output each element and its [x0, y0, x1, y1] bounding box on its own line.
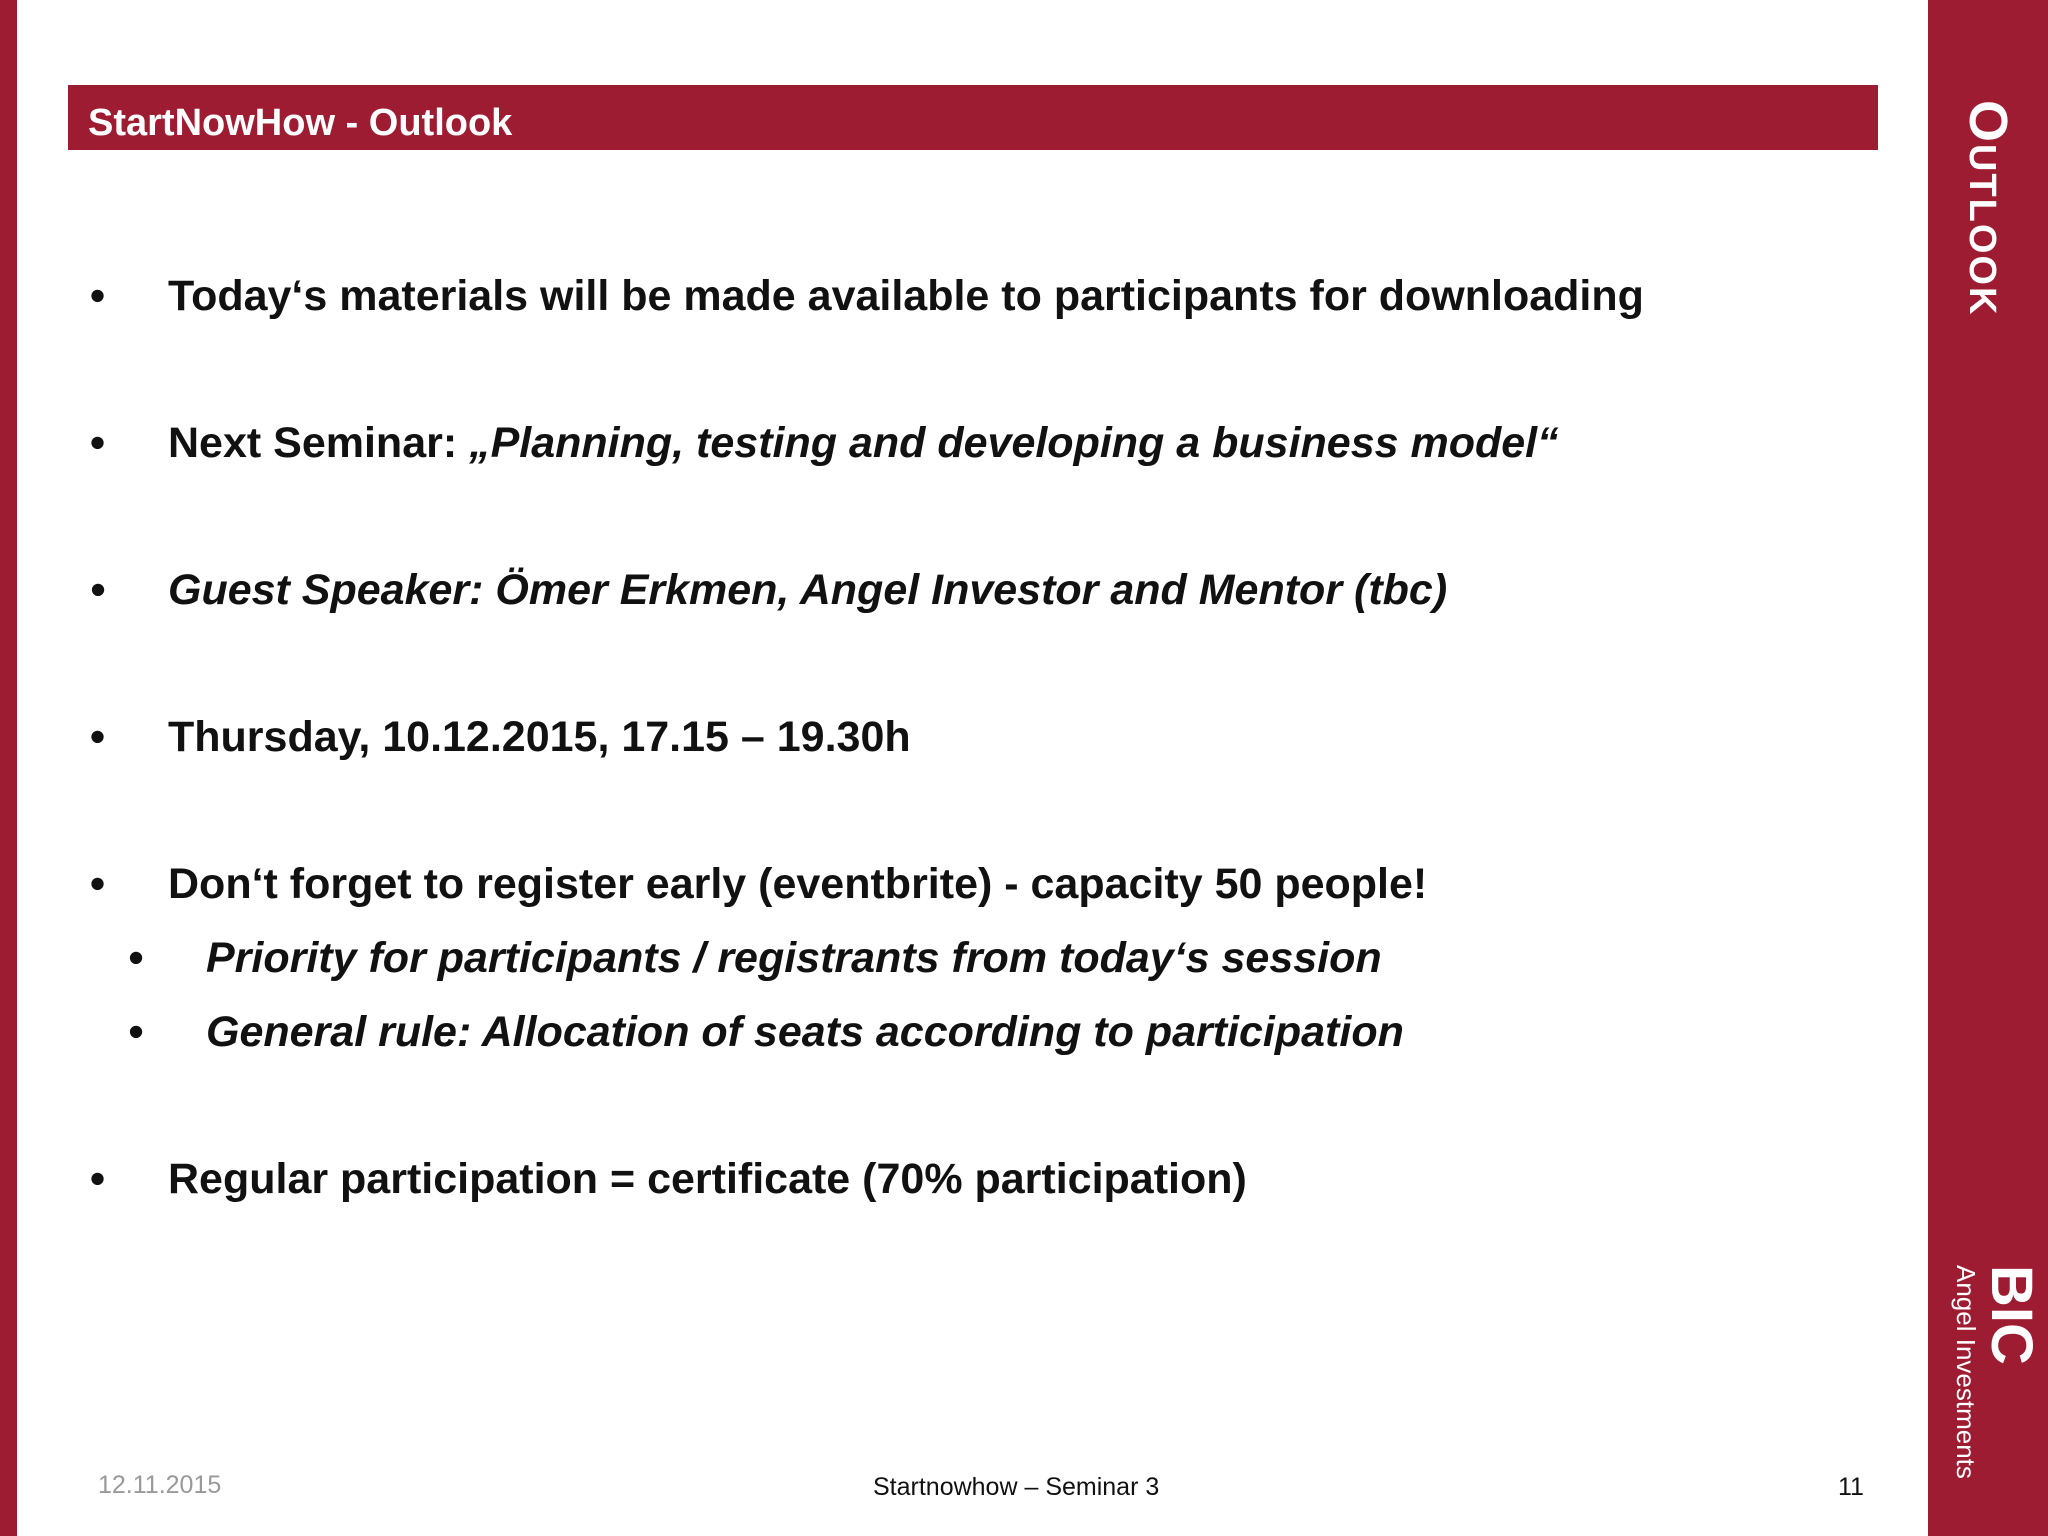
bullet-text: General rule: Allocation of seats according to participation: [206, 1008, 1404, 1056]
bullet-text: Thursday, 10.12.2015, 17.15 – 19.30h: [168, 713, 911, 761]
bullet-text: Today‘s materials will be made available to participants for downloading: [168, 272, 1644, 320]
bullet-dot: •: [90, 1155, 106, 1203]
bullet-text: Regular participation = certificate (70% participation): [168, 1155, 1247, 1203]
bullet-dot: •: [128, 1008, 144, 1056]
slide-title: StartNowHow - Outlook: [88, 102, 513, 144]
side-section-title: Outlook: [1958, 100, 2018, 317]
footer-title: Startnowhow – Seminar 3: [873, 1473, 1160, 1501]
bullet-dot: •: [90, 860, 106, 908]
brand-logo: [1940, 1265, 2044, 1505]
bullet-dot: •: [90, 272, 106, 320]
bullet-dot: •: [90, 566, 106, 614]
bullet-text: Don‘t forget to register early (eventbrite) - capacity 50 people!: [168, 860, 1428, 908]
page-number: 11: [1838, 1473, 1864, 1501]
bullet-dot: •: [90, 713, 106, 761]
footer-date: 12.11.2015: [98, 1471, 222, 1499]
bullet-text: Priority for participants / registrants from today‘s session: [206, 934, 1382, 982]
brand-name: BIC: [1979, 1265, 2044, 1365]
seminar-title: „Planning, testing and developing a business model“: [469, 419, 1559, 467]
bullet-prefix: Next Seminar:: [168, 419, 470, 467]
bullet-dot: •: [128, 934, 144, 982]
bullet-dot: •: [90, 419, 106, 467]
bullet-text: [168, 417, 1559, 469]
bullet-text: Guest Speaker: Ömer Erkmen, Angel Investor and Mentor (tbc): [168, 566, 1448, 614]
brand-subtitle: Angel Investments: [1951, 1265, 1981, 1479]
